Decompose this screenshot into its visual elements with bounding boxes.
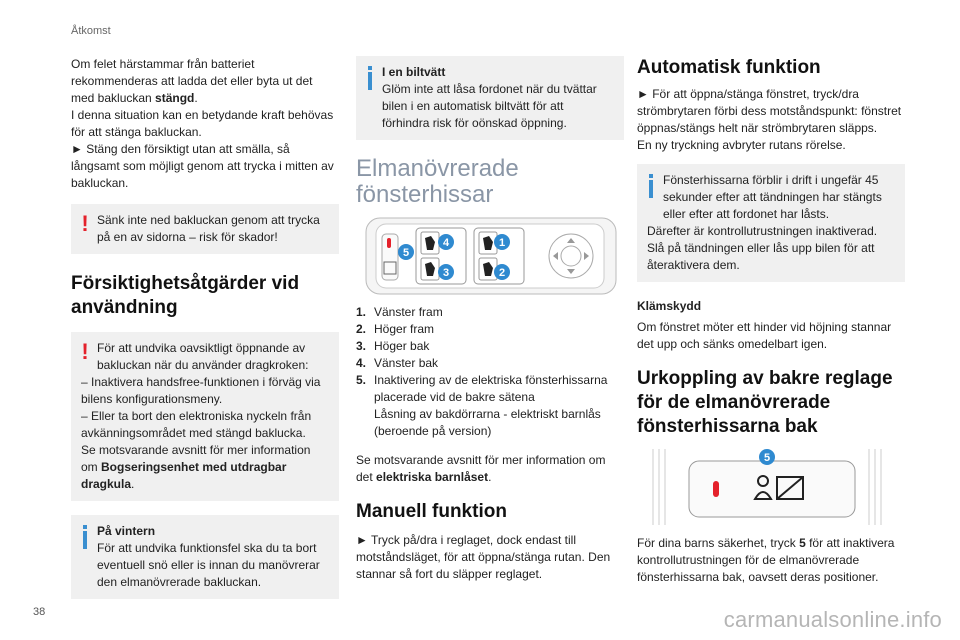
rear-lock-illustration (637, 447, 905, 527)
callout-5 (759, 449, 775, 465)
column-3 (637, 56, 905, 586)
page-number: 38 (33, 606, 46, 618)
window-control-illustration (356, 216, 624, 296)
info-box-winter: På vintern För att undvika funktionsfel ska du ta bort eventuell snö eller is innan du manövrerar den elmanövrerade bakluckan. (71, 515, 339, 599)
info-icon (364, 72, 376, 93)
svg-text:1: 1 (498, 237, 506, 249)
rear-lock-figure (637, 447, 905, 527)
subheading-pinch: Klämskydd (637, 299, 702, 313)
svg-text:2: 2 (498, 267, 506, 279)
warning-box-side: ! Sänk inte ned bakluckan genom att trycka på en av sidorna – risk för skador! (71, 204, 339, 254)
section-title-windows: Elmanövrerade fönsterhissar (356, 155, 519, 208)
section-heading-precautions: Försiktighetsåtgärder vid användning (71, 273, 300, 318)
svg-text:4: 4 (442, 237, 450, 249)
intro-paragraph: Om felet härstammar från batteriet rekommenderas att ladda det eller byta ut det med bakluckan stängd. (71, 57, 313, 105)
auto-paragraph-2: En ny tryckning avbryter rutans rörelse. (637, 138, 846, 152)
auto-paragraph-1: ► För att öppna/stänga fönstret, tryck/dra strömbrytaren förbi dess motståndspunkt: fönstret öppnas/stängs helt när strömbrytaren släpps. (637, 87, 902, 135)
list-item: 5. Inaktivering av de elektriska fönsterhissarna placerade vid de bakre sätena Låsning av bakdörrarna - elektriskt barnlås (beroende på version) (356, 373, 608, 438)
warning-icon: ! (81, 339, 89, 364)
info-icon (79, 531, 91, 552)
callout-1 (494, 234, 510, 250)
child-safety-paragraph: För dina barns säkerhet, tryck 5 för att inaktivera kontrollutrustningen för de elmanövrerade fönsterhissarna bak, oavsett deras positioner. (637, 536, 895, 584)
info-box-carwash: I en biltvätt Glöm inte att låsa fordonet när du tvättar bilen i en automatisk biltvätt för att förhindra risk för oönskad öppning. (356, 56, 624, 140)
list-item: 4. Vänster bak (356, 356, 439, 370)
pinch-paragraph: Om fönstret möter ett hinder vid höjning stannar det upp och sänks omedelbart igen. (637, 320, 892, 351)
section-heading-auto: Automatisk funktion (637, 57, 821, 78)
intro-paragraph-2: I denna situation kan en betydande kraft behövas för att stänga bakluckan. (71, 108, 334, 139)
callout-2 (494, 264, 510, 280)
section-heading-disable-rear: Urkoppling av bakre reglage för de elmanövrerade fönsterhissarna bak (637, 368, 893, 437)
list-item: 2. Höger fram (356, 322, 435, 336)
manual-paragraph: ► Tryck på/dra i reglaget, dock endast till motståndsläget, för att öppna/stänga rutan. Den stannar så fort du släpper reglaget. (356, 533, 611, 581)
info-icon (645, 180, 657, 201)
callout-4 (438, 234, 454, 250)
watermark: carmanualsonline.info (723, 607, 942, 632)
intro-paragraph-3: ► Stäng den försiktigt utan att smälla, så långsamt som möjligt genom att trycka i mitten av bakluckan. (71, 142, 334, 190)
window-switch-list (356, 304, 624, 440)
info-box-timer: Fönsterhissarna förblir i drift i ungefär 45 sekunder efter att tändningen har stängts eller efter att fordonet har låsts. Därefter är kontrollutrustningen inaktiverad. Slå på tändningen eller lås upp bilen för att återaktivera dem. (637, 164, 905, 282)
list-item: 1. Vänster fram (356, 305, 443, 319)
warning-icon: ! (81, 211, 89, 236)
svg-text:5: 5 (402, 247, 410, 259)
column-2 (356, 56, 624, 583)
window-control-figure (356, 216, 624, 296)
callout-5 (398, 244, 414, 260)
list-item: 3. Höger bak (356, 339, 430, 353)
warning-box-towbar: ! För att undvika oavsiktligt öppnande av bakluckan när du använder dragkroken: – Inaktivera handsfree-funktionen i förväg via bilens konfigurationsmeny. – Eller ta bort den elektroniska nyckeln från avkänningsområdet med stängd baklucka. Se motsvarande avsnitt för mer information om Bogseringsenhet med utdragbar dragkula. (71, 332, 339, 501)
section-heading-manual: Manuell funktion (356, 501, 507, 522)
svg-text:5: 5 (763, 452, 771, 464)
reference-paragraph: Se motsvarande avsnitt för mer information om det elektriska barnlåset. (356, 453, 606, 484)
page-header: Åtkomst (71, 25, 111, 37)
callout-3 (438, 264, 454, 280)
column-1 (71, 56, 339, 599)
svg-text:3: 3 (442, 267, 450, 279)
